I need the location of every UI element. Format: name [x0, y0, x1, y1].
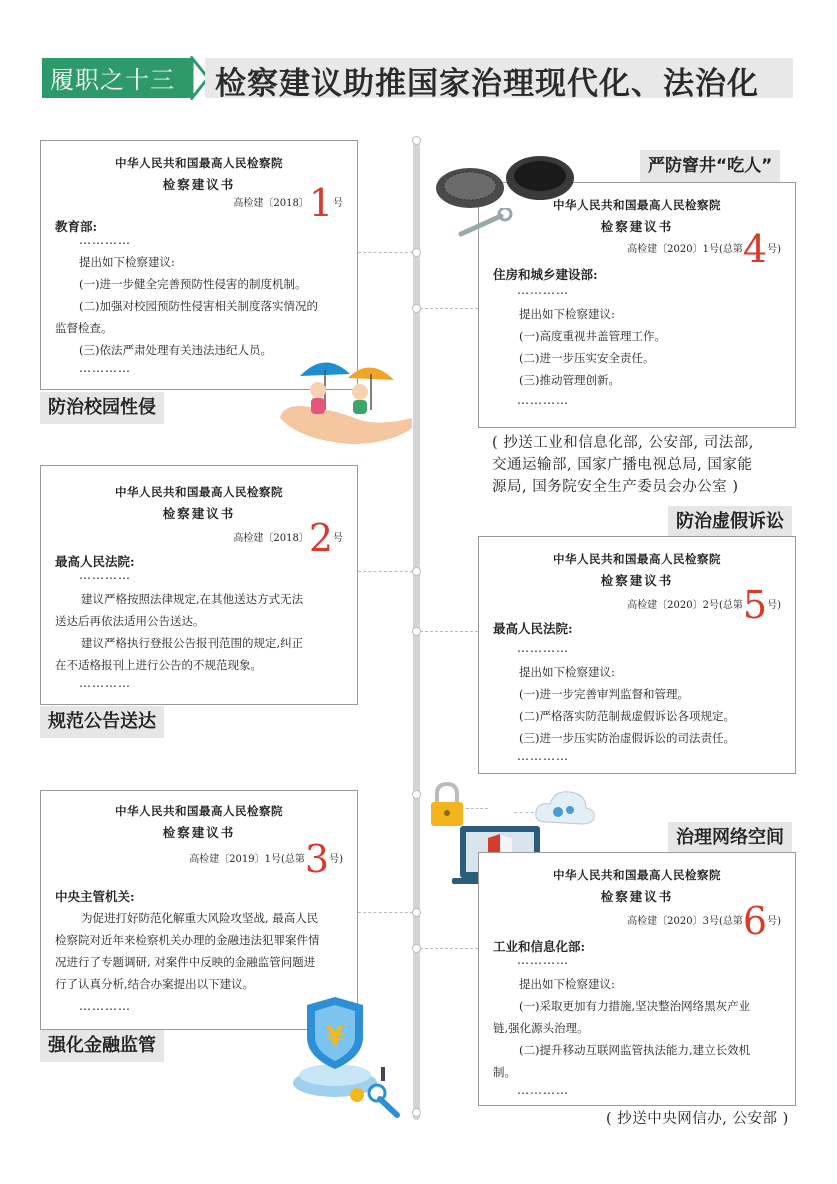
card-ellipsis: …………	[517, 283, 569, 297]
card-org: 中华人民共和国最高人民检察院	[115, 156, 283, 170]
card-ellipsis: …………	[79, 233, 131, 247]
card-ellipsis: …………	[79, 361, 131, 375]
card-line: 检察院对近年来检察机关办理的金融违法犯罪案件情	[55, 933, 320, 947]
card-recipient: 工业和信息化部:	[493, 939, 586, 954]
children-umbrella-hand-icon	[270, 348, 415, 448]
card-number-big: 6	[742, 899, 768, 943]
connector-3	[358, 912, 413, 913]
card-intro: 提出如下检察建议:	[519, 977, 615, 991]
timeline-dot-5	[412, 627, 421, 636]
card-line: 建议严格按照法律规定,在其他送达方式无法	[81, 592, 304, 606]
header-badge: 履职之十三	[50, 66, 175, 94]
card-line: 监督检查。	[55, 321, 113, 335]
svg-text:¥: ¥	[325, 1022, 345, 1052]
cc-note-4	[492, 432, 754, 498]
card-number-suffix: 号)	[329, 854, 343, 865]
card-line: (二)加强对校园预防性侵害相关制度落实情况的	[79, 299, 318, 313]
card-org: 中华人民共和国最高人民检察院	[553, 868, 721, 882]
wrench-icon	[455, 208, 515, 240]
card-number-prefix: 高检建〔2018〕	[233, 198, 309, 209]
card-ellipsis: …………	[517, 749, 569, 763]
connector-1	[358, 252, 413, 253]
card-number-prefix: 高检建〔2020〕2号(总第	[627, 600, 743, 611]
card-line: 制。	[493, 1065, 516, 1079]
timeline-dot-mid	[412, 790, 421, 799]
card-number	[189, 837, 343, 881]
connector-4	[420, 308, 478, 309]
card-doc-type: 检察建议书	[600, 219, 674, 234]
card-recipient: 教育部:	[55, 219, 98, 234]
connector-2	[358, 571, 413, 572]
card-org: 中华人民共和国最高人民检察院	[553, 552, 721, 566]
card-line: (一)进一步完善审判监督和管理。	[519, 687, 689, 701]
topic-label-1: 防治校园性侵	[40, 392, 164, 424]
card-ellipsis: …………	[517, 1083, 569, 1097]
timeline-start-dot	[412, 136, 421, 145]
card-line: 为促进打好防范化解重大风险攻坚战, 最高人民	[81, 911, 319, 925]
card-ellipsis: …………	[79, 676, 131, 690]
cloud-connector	[514, 812, 534, 813]
card-line: 建议严格执行登报公告报刊范围的规定,纠正	[81, 636, 304, 650]
card-line: (一)采取更加有力措施,坚决整治网络黑灰产业	[519, 999, 751, 1013]
card-number	[233, 181, 343, 225]
card-line: 况进行了专题调研, 对案件中反映的金融监管问题进	[55, 955, 316, 969]
card-ellipsis: …………	[517, 641, 569, 655]
card-number-big: 1	[308, 181, 333, 225]
connector-6	[420, 948, 478, 949]
card-org: 中华人民共和国最高人民检察院	[115, 804, 283, 818]
card-line: 在不适格报刊上进行公告的不规范现象。	[55, 658, 262, 672]
padlock-connector	[466, 808, 488, 809]
card-ellipsis: …………	[79, 999, 131, 1013]
connector-5	[420, 631, 478, 632]
yuan-shield-icon	[285, 995, 410, 1120]
card-recipient: 中央主管机关:	[55, 889, 135, 904]
card-org: 中华人民共和国最高人民检察院	[115, 485, 283, 499]
card-doc-type: 检察建议书	[162, 506, 236, 521]
card-recipient: 住房和城乡建设部:	[493, 267, 598, 282]
cc-line: ( 抄送工业和信息化部, 公安部, 司法部,	[492, 435, 754, 451]
card-number-big: 2	[308, 516, 333, 560]
card-number-suffix: 号)	[767, 244, 781, 255]
topic-label-6: 治理网络空间	[668, 822, 792, 854]
card-number-big: 3	[304, 837, 330, 881]
card-doc-type: 检察建议书	[600, 889, 674, 904]
card-intro: 提出如下检察建议:	[519, 307, 615, 321]
card-number-suffix: 号	[333, 198, 343, 209]
card-doc-type: 检察建议书	[600, 573, 674, 588]
card-line: 行了认真分析,结合办案提出以下建议。	[55, 977, 255, 991]
cc-note-6: ( 抄送中央网信办, 公安部 )	[606, 1111, 789, 1127]
card-line: (一)高度重视井盖管理工作。	[519, 329, 666, 343]
card-number-prefix: 高检建〔2020〕3号(总第	[627, 916, 743, 927]
card-recipient: 最高人民法院:	[55, 554, 135, 569]
card-number-suffix: 号)	[767, 600, 781, 611]
card-ellipsis: …………	[517, 393, 569, 407]
proposal-card-2	[40, 465, 358, 705]
card-number-suffix: 号	[333, 533, 343, 544]
topic-label-3: 强化金融监管	[40, 1030, 164, 1062]
proposal-card-6	[478, 852, 796, 1106]
card-number-prefix: 高检建〔2019〕1号(总第	[189, 854, 305, 865]
timeline-dot-1	[412, 248, 421, 257]
card-number-prefix: 高检建〔2020〕1号(总第	[627, 244, 743, 255]
card-number-prefix: 高检建〔2018〕	[233, 533, 309, 544]
card-ellipsis: …………	[517, 953, 569, 967]
timeline-dot-2	[412, 567, 421, 576]
topic-label-5: 防治虚假诉讼	[668, 506, 792, 538]
card-doc-type: 检察建议书	[162, 177, 236, 192]
card-number	[627, 583, 781, 627]
card-number	[627, 899, 781, 943]
page-title: 检察建议助推国家治理现代化、法治化	[215, 66, 759, 102]
cc-line: 源局, 国务院安全生产委员会办公室 )	[492, 479, 739, 495]
card-number-big: 5	[742, 583, 768, 627]
topic-label-2: 规范公告送达	[40, 706, 164, 738]
card-line: (二)严格落实防范制裁虚假诉讼各项规定。	[519, 709, 735, 723]
proposal-card-3	[40, 790, 358, 1030]
card-number	[233, 516, 343, 560]
card-line: (二)进一步压实安全责任。	[519, 351, 655, 365]
topic-label-4: 严防窨井“吃人”	[640, 150, 780, 182]
card-line: (三)推动管理创新。	[519, 373, 620, 387]
card-line: 链,强化源头治理。	[493, 1021, 589, 1035]
card-number-suffix: 号)	[767, 916, 781, 927]
timeline-dot-3	[412, 908, 421, 917]
card-intro: 提出如下检察建议:	[519, 665, 615, 679]
card-org: 中华人民共和国最高人民检察院	[553, 198, 721, 212]
card-line: (三)依法严肃处理有关违法违纪人员。	[79, 343, 272, 357]
card-number-big: 4	[742, 227, 768, 271]
timeline-dot-4	[412, 304, 421, 313]
cc-line: 交通运输部, 国家广播电视总局, 国家能	[492, 457, 753, 473]
card-number	[627, 227, 781, 271]
card-intro: 提出如下检察建议:	[79, 255, 175, 269]
card-line: (二)提升移动互联网监管执法能力,建立长效机	[519, 1043, 751, 1057]
card-recipient: 最高人民法院:	[493, 621, 573, 636]
timeline-dot-6	[412, 944, 421, 953]
card-doc-type: 检察建议书	[162, 825, 236, 840]
card-line: (一)进一步健全完善预防性侵害的制度机制。	[79, 277, 307, 291]
card-ellipsis: …………	[79, 568, 131, 582]
card-line: (三)进一步压实防治虚假诉讼的司法责任。	[519, 731, 735, 745]
timeline-end-dot	[412, 1108, 421, 1117]
card-line: 送达后再依法适用公告送达。	[55, 614, 205, 628]
proposal-card-5	[478, 536, 796, 774]
